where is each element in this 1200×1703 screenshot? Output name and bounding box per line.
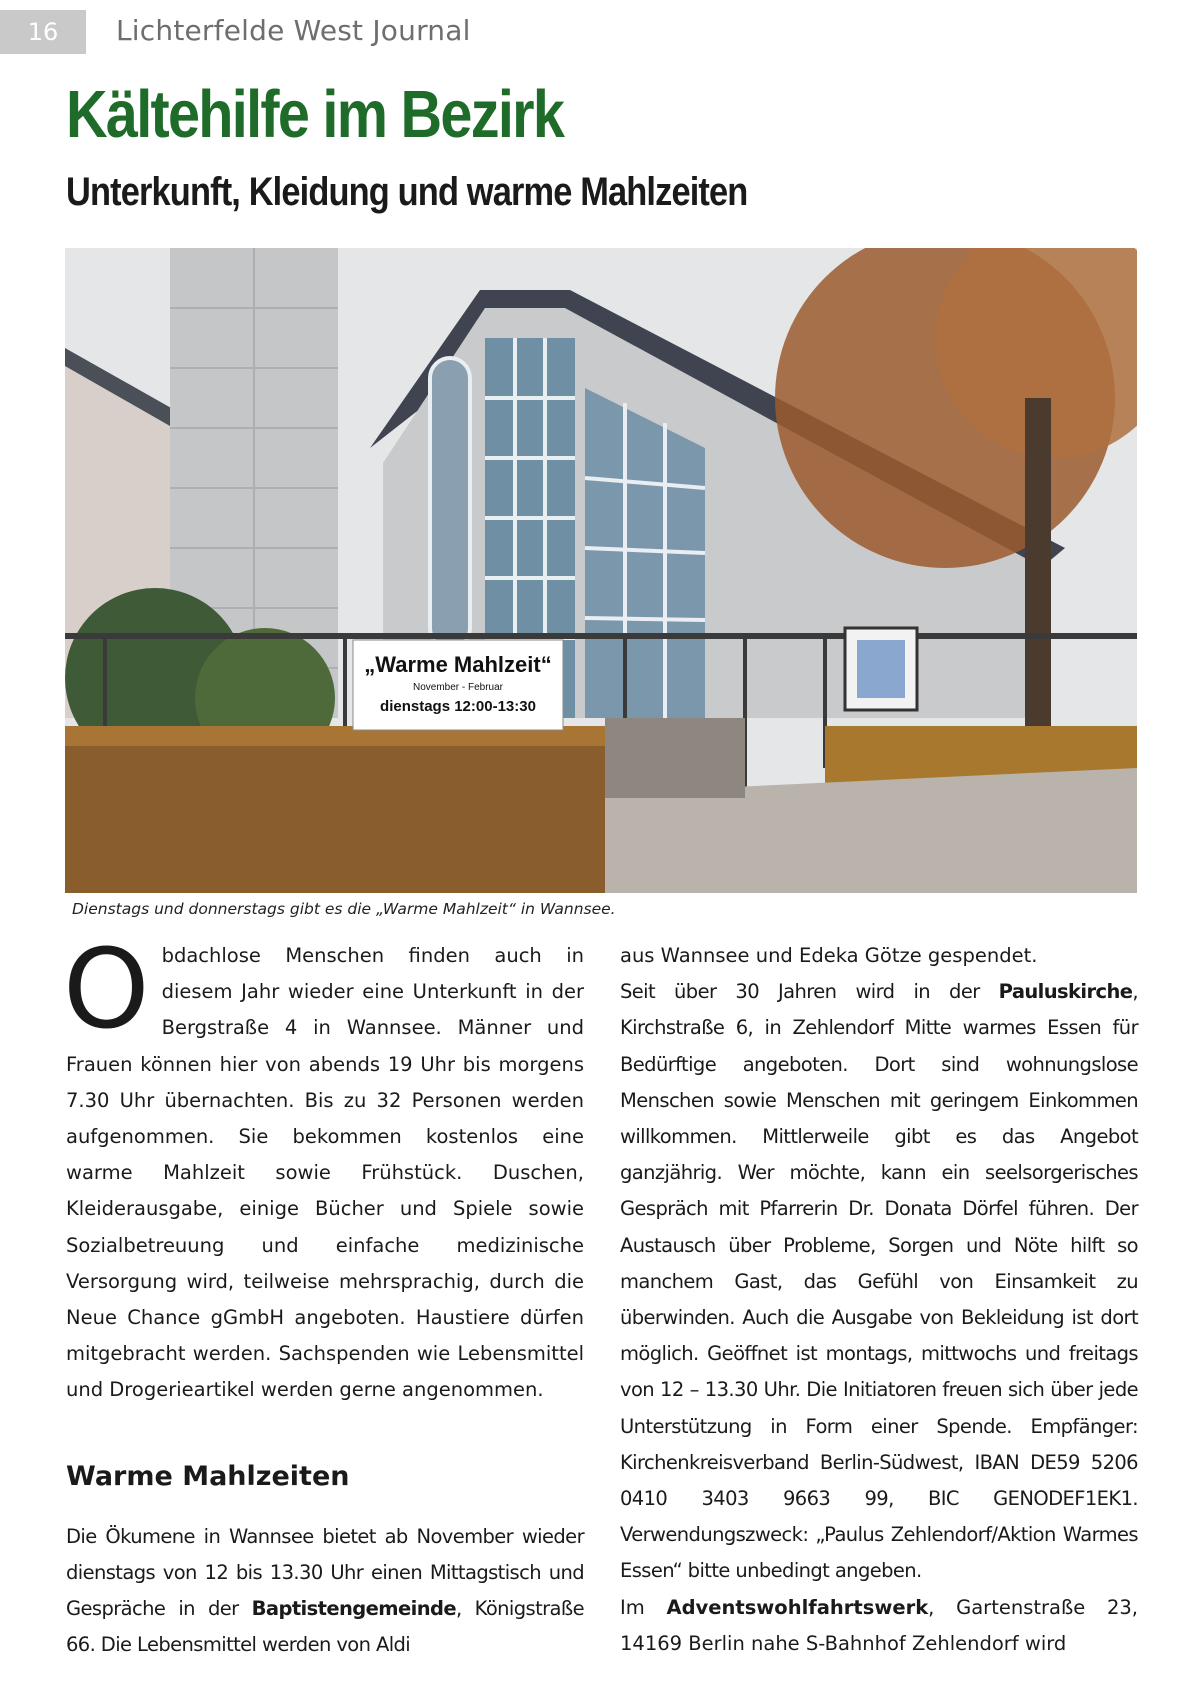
banner-title: „Warme Mahlzeit“ [364,652,552,677]
paragraph-warme-mahlzeiten: Die Ökumene in Wannsee bietet ab November wieder dienstags von 12 bis 13.30 Uhr einen Mittagstisch und Gespräche in der Baptistengemeinde, Königstraße 66. Die Lebensmittel werden von Aldi [66,1524,584,1657]
drop-cap: O [63,925,150,1053]
banner-season: November - Februar [412,682,504,693]
journal-name: Lichterfelde West Journal [116,14,471,47]
subheadline: Unterkunft, Kleidung und warme Mahlzeiten [66,170,748,214]
photo-caption: Dienstags und donnerstags gibt es die „Warme Mahlzeit“ in Wannsee. [72,900,616,918]
section-heading: Warme Mahlzeiten [66,1460,350,1492]
warme-mahlzeit-banner [353,640,563,730]
banner-schedule: dienstags 12:00-13:30 [380,698,536,715]
paragraph-pauluskirche: Seit über 30 Jahren wird in der Pauluskirche, Kirchstraße 6, in Zehlendorf Mitte warmes Essen für Bedürftige angeboten. Dort sind wohnungslose Menschen sowie Menschen mit geringem Einkommen willkommen. Mittlerweile gibt es das Angebot ganzjährig. Wer möchte, kann ein seelsorgerisches Gespräch mit Pfarrerin Dr. Donata Dörfel führen. Der Austausch über Probleme, Sorgen und Nöte hilft so manchem Gast, das Gefühl von Einsamkeit zu überwinden. Auch die Ausgabe von Bekleidung ist dort möglich. Geöffnet ist montags, mittwochs und freitags von 12 – 13.30 Uhr. Die Initiatoren freuen sich über jede Unterstützung in Form einer Spende. Empfänger: Kirchenkreisverband Berlin-Südwest, IBAN DE59 5206 0410 3403 9663 99, BIC GENODEF1EK1. Verwendungszweck: „Paulus Zehlendorf/Aktion Warmes Essen“ bitte unbedingt angeben. [620,980,1138,1583]
intro-text: bdachlose Menschen finden auch in diesem Jahr wieder eine Unterkunft in der Bergstraße 4 in Wannsee. Männer und Frauen können hier von abends 19 Uhr bis morgens 7.30 Uhr übernachten. Bis zu 32 Personen werden aufgenommen. Sie bekommen kostenlos eine warme Mahlzeit sowie Frühstück. Duschen, Kleiderausgabe, einige Bücher und Spiele sowie Sozialbetreuung und einfache medizinische Versorgung wird, teilweise mehrsprachig, durch die Neue Chance gGmbH angeboten. Haustiere dürfen mitgebracht werden. Sachspenden wie Lebensmittel und Drogerieartikel werden gerne angenommen. [66,944,584,1402]
adventswohlfahrtswerk-bold: Adventswohlfahrtswerk [666,1595,929,1619]
intro-paragraph [63,925,584,1409]
paragraph-adventswohlfahrtswerk: Im Adventswohlfahrtswerk, Gartenstraße 23, 14169 Berlin nahe S-Bahnhof Zehlendorf wird [620,1595,1138,1655]
pauluskirche-bold: Pauluskirche [998,980,1133,1004]
headline: Kältehilfe im Bezirk [66,77,564,152]
article-column-right [620,938,1138,1662]
page-number: 16 [0,10,86,54]
paragraph-spenden: aus Wannsee und Edeka Götze gespendet. [620,944,1038,967]
church-photo [65,248,1137,893]
article-column-left [63,925,584,1663]
baptistengemeinde-bold: Baptistengemeinde [251,1597,456,1621]
